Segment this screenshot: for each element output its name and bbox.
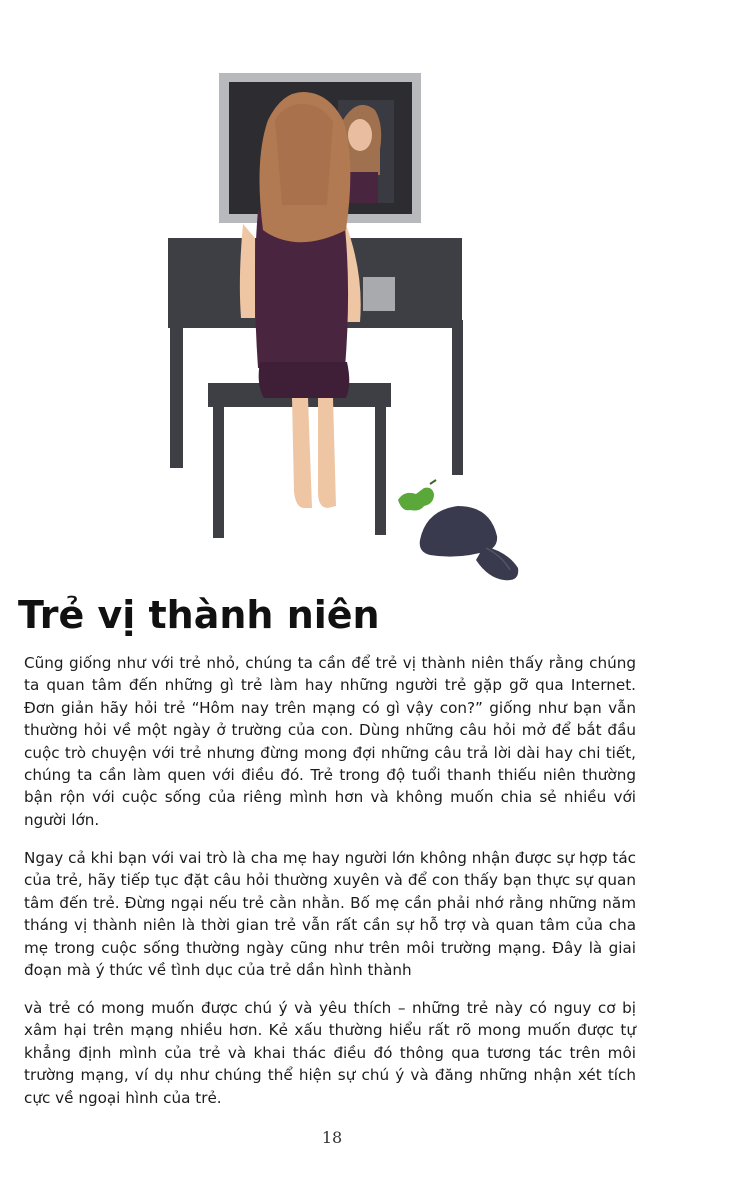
page-title: Trẻ vị thành niên bbox=[18, 593, 380, 637]
apple-core-icon bbox=[398, 480, 436, 511]
body-paragraph: và trẻ có mong muốn được chú ý và yêu thích – những trẻ này có nguy cơ bị xâm hại trên mạng nhiều hơn. Kẻ xấu thường hiểu rất rõ mong muốn được tự khẳng định mình của trẻ và khai thác điều đó thông qua tương tác trên môi trường mạng, ví dụ như chúng thể hiện sự chú ý và đăng những nhận xét tích cực về ngoại hình của trẻ. bbox=[24, 999, 636, 1107]
body-paragraph: Cũng giống như với trẻ nhỏ, chúng ta cần để trẻ vị thành niên thấy rằng chúng ta quan tâm đến những gì trẻ làm hay những người trẻ gặp gỡ qua Internet. Đơn giản hãy hỏi trẻ “Hôm nay trên mạng có gì vậy con?” giống như bạn vẫn thường hỏi về một ngày ở trường của con. Dùng những câu hỏi mở để bắt đầu cuộc trò chuyện với trẻ nhưng đừng mong đợi những câu trả lời dài hay chi tiết, chúng ta cần làm quen với điều đó. Trẻ trong độ tuổi thanh thiếu niên thường bận rộn với cuộc sống của riêng mình hơn và không muốn chia sẻ nhiều với người lớn. bbox=[24, 654, 636, 829]
cap-icon bbox=[420, 506, 519, 580]
page-number: 18 bbox=[321, 1128, 343, 1147]
illustration bbox=[0, 0, 756, 590]
body-paragraph: Ngay cả khi bạn với vai trò là cha mẹ hay người lớn không nhận được sự hợp tác của trẻ, hãy tiếp tục đặt câu hỏi thường xuyên và để con thấy bạn thực sự quan tâm đến trẻ. Đừng ngại nếu trẻ cằn nhằn. Bố mẹ cần phải nhớ rằng những năm tháng vị thành niên là thời gian trẻ vẫn rất cần sự hỗ trợ và quan tâm của cha mẹ trong cuộc sống thường ngày cũng như trên môi trường mạng. Đây là giai đoạn mà ý thức về tình dục của trẻ dần hình thành bbox=[24, 849, 636, 980]
